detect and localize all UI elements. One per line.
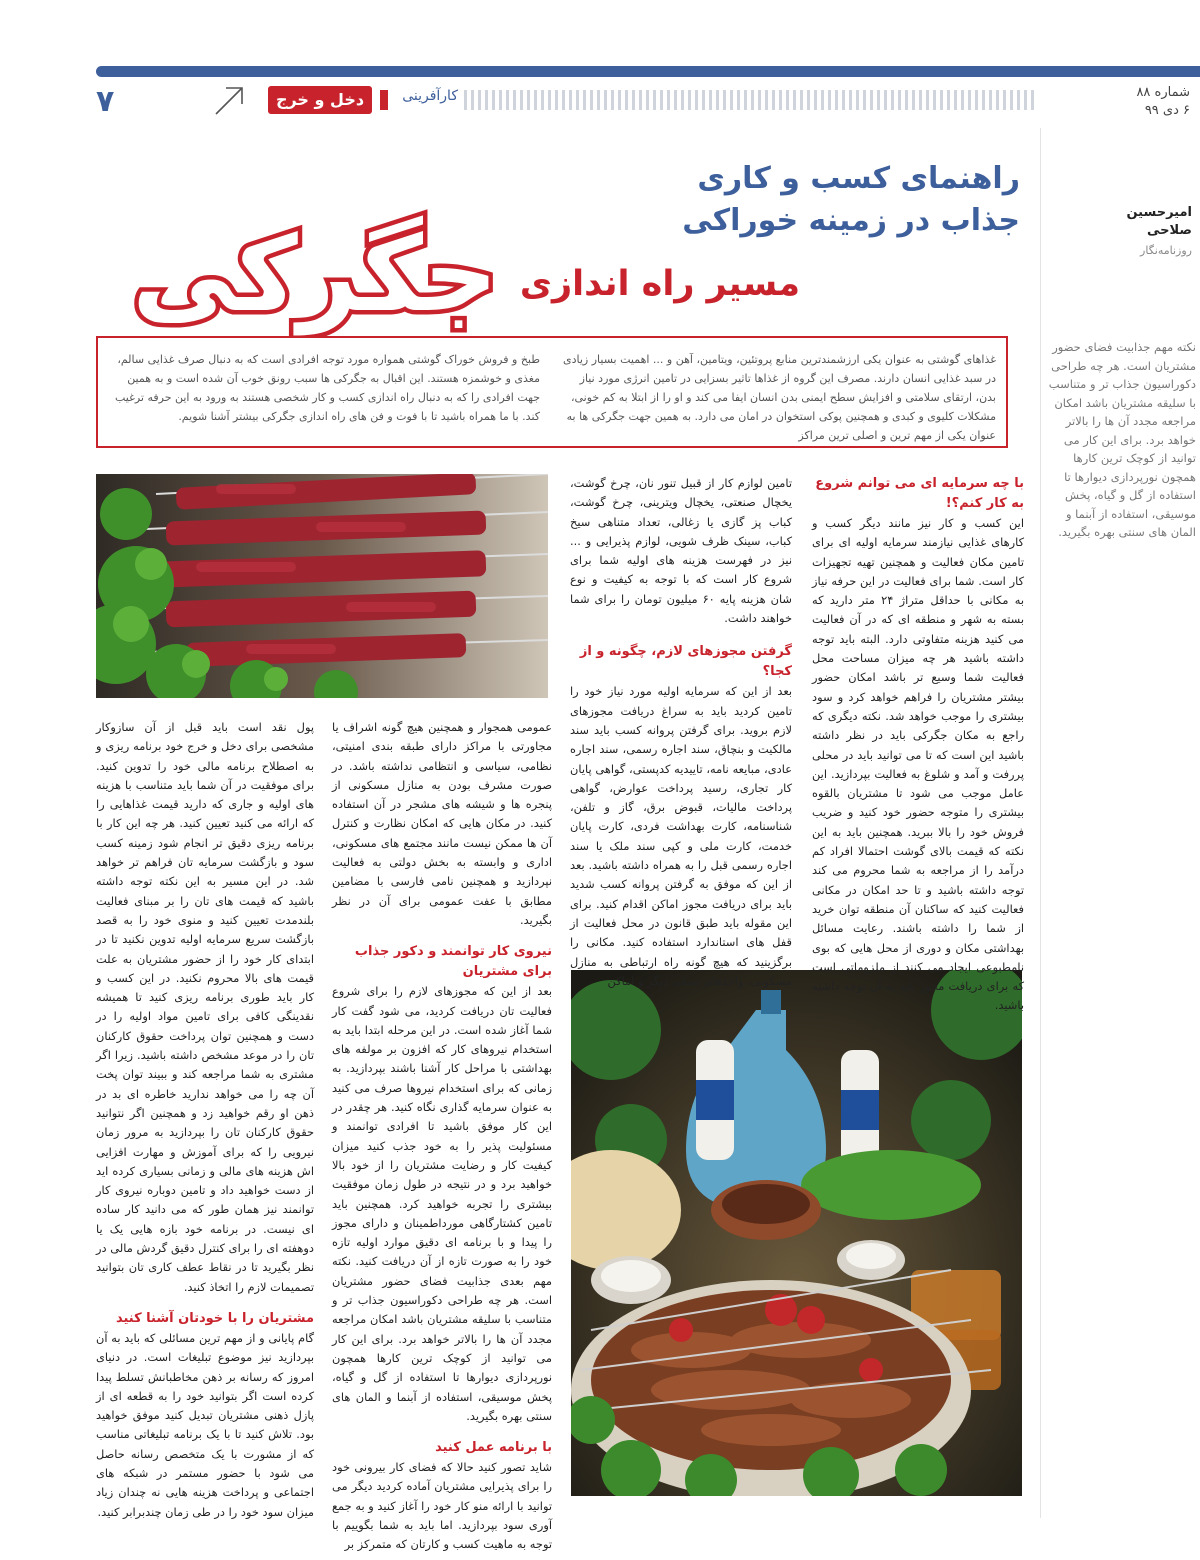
issue-number: شماره ۸۸: [1136, 85, 1190, 100]
photo-raw-skewers: [96, 474, 548, 698]
col3-heading-2: با برنامه عمل کنید: [435, 1440, 552, 1456]
headline-big-title: [110, 198, 520, 338]
column-2: [570, 474, 792, 991]
big-title-text: جگرکی: [132, 213, 498, 335]
column-1: [812, 474, 1024, 1016]
col3-text-1: بعد از این که مجوزهای لازم را برای شروع فعالیت تان دریافت کردید، می شود گفت کار شما آغاز شده است. در این مرحله ابتدا باید به استخدام نیروهای کار که افزون بر مولفه های بهداشتی با مراحل کار آشنا باشند بپردازید. به زمانی که برای استخدام نیروها صرف می کنید به عنوان سرمایه گذاری نگاه کنید. هر چقدر در این کار موفق باشید تا افرادی توانمند و مسئولیت پذیر را به خود جذب کنید میزان کیفیت کار و رضایت مشتریان را از خود بالا خواهید برد و در نتیجه در طول زمان موفقیت بیشتری را تجربه خواهید کرد. همچنین باید تامین کشتارگاهی مورداطمینان و دارای مجوز را پیدا و با برنامه ای دقیق موارد اولیه تازه خود را به صورت تازه از آن دریافت کنید. نکته مهم بعدی جذابیت فضای حضور مشتریان است. هر چه طراحی دکوراسیون جذاب تر و متناسب با سلیقه مشتریان باشد امکان مراجعه مجدد آن ها را بالاتر خواهد برد. برای این کار می توانید از کوچک ترین کارها همچون نورپردازی دیوارها تا استفاده از گل و گیاه، پخش موسیقی، استفاده از آبنما و المان های سنتی بهره بگیرید.: [332, 984, 552, 1423]
photo-table-spread: [571, 970, 1022, 1496]
issue-date: ۶ دی ۹۹: [1144, 103, 1190, 118]
author-first-name: امیرحسین: [1126, 205, 1192, 220]
kicker-line-2: جذاب در زمینه خوراکی: [682, 203, 1020, 238]
section-marker: [380, 90, 388, 110]
col4-heading: مشتریان را با خودتان آشنا کنید: [115, 1310, 314, 1326]
col3-text-2: شاید تصور کنید حالا که فضای کار بیرونی خود را برای پذیرایی مشتریان آماده کردید دیگر می توانید با ارائه منو کار خود را آغاز کنید و به جمع آوری سود بپردازید. اما باید به شما بگوییم با توجه به ماهیت کسب و کارتان که متمرکز بر: [332, 1460, 552, 1552]
kicker-line-1: راهنمای کسب و کاری: [697, 161, 1020, 196]
col4-text-2: گام پایانی و از مهم ترین مسائلی که باید به آن بپردازید نیز موضوع تبلیغات است. در دنیای امروز که رسانه بر ذهن مخاطبانش تسلط پیدا کرده است اگر بتوانید خود را به قطعه ای از پازل ذهنی مشتریان تبدیل کنید موفق خواهید بود. تلاش کنید تا با یک برنامه تبلیغاتی مناسب که از مشورت با یک متخصص رسانه حاصل می شود با حضور مستمر در شبکه های اجتماعی و پرداخت هزینه هایی نه چندان زیاد میزان سود خود را در طی زمان چندبرابر کنید.: [96, 1330, 314, 1519]
issue-info: [1050, 84, 1190, 120]
col2-text-top: تامین لوازم کار از قبیل تنور نان، چرخ گوشت، یخچال صنعتی، یخچال ویترینی، چرخ گوشت، کباب پز گازی یا زغالی، تعداد متناهی سیخ کباب، سینک ظرف شویی، لوازم پذیرایی و ... نیز در فهرست هزینه های اولیه شما برای شروع کار است که با توجه به کیفیت و نوع شان هزینه پایه ۶۰ میلیون تومان را برای شما خواهند داشت.: [570, 476, 792, 626]
col2-heading: گرفتن مجوزهای لازم، چگونه و از کجا؟: [579, 644, 792, 680]
author-last-name: صلاحی: [1147, 223, 1192, 238]
author-name: [1052, 204, 1192, 240]
col1-heading: با چه سرمایه ای می توانم شروع به کار کنم؟!: [815, 476, 1024, 511]
col1-text: این کسب و کار نیز مانند دیگر کسب و کارهای غذایی نیازمند سرمایه اولیه ای برای تامین مکان فعالیت و همچنین تهیه تجهیزات کار است. شما برای فعالیت در این حرفه نیاز به مکانی با حداقل متراژ ۲۴ متر دارید که بسته به شهر و منطقه ای که در آن فعالیت می کنید هزینه متفاوتی دارد. البته باید توجه داشته باشید هر چه میزان مساحت محل فعالیت شما وسیع تر باشد امکان حضور بیشتر مشتریان را فراهم خواهد کرد و سود بیشتری را موجب خواهد شد. نکته دیگری که راجع به مکان جگرکی باید در نظر داشته باشید این است که تا می توانید باید در محلی پررفت و آمد و شلوغ به فعالیت بپردازید. این عامل موجب می شود تا مشتریان بالقوه بیشتری را متوجه حضور خود کنید و ضریب فروش خود را بالا ببرید. همچنین باید به این نکته که قیمت بالای گوشت احتمالا افراد کم درآمد را از مراجعه به شما محروم می کند توجه داشته باشید و تا حد امکان در مکانی فعالیت کنید که ساکنان آن منطقه توان خرید از شما را داشته باشند. رعایت مسائل بهداشتی مکان و دوری از محل هایی که بوی نامطبوعی ایجاد می کنند از ملزوماتی است که برای دریافت مجوز باید به آن توجه داشته باشید.: [812, 516, 1024, 1013]
col4-text: پول نقد است باید قبل از آن سازوکار مشخصی برای دخل و خرج خود برنامه ریزی و به اصطلاح برنامه مالی خود را تدوین کنید. برای موفقیت در آن شما باید متناسب با هزینه های اولیه و جاری که دارید قیمت غذاهایی را که ارائه می کنید تعیین کنید. هر چه این کار با برنامه ریزی دقیق تر انجام شود زمینه کسب سود و بازگشت سرمایه تان فراهم تر خواهد شد. در این مسیر به این نکته توجه داشته باشید که قیمت های تان را بر مبنای فعالیت بلندمدت تعیین کنید و منوی خود را به قصد بازگشت سریع سرمایه اولیه تدوین نکنید تا در ابتدای کار خود را از حضور مشتریان به علت قیمت های بالا محروم نکنید. در این کسب و کار باید طوری برنامه ریزی کنید تا همیشه نقدینگی کافی برای تامین مواد اولیه را در دست و همچنین توان پرداخت حقوق کارکنان تان را در موعد مشخص داشته باشید. زیرا اگر مشتری به شما مراجعه کند و ببیند توان پخت آن چه را می خواهد ندارید خاطره ای بد در ذهن او رقم خواهید زد و همچنین اگر نتوانید حقوق کارکنان تان را بپردازید به مرور زمان نیرویی را که برای آموزش و مهارت افزایی اش هزینه های مالی و زمانی بسیاری کرده اید از دست خواهید داد و تامین دوباره نیروی کار توانمند نیز همان طور که می دانید کار ساده ای نیست. در برنامه خود بازه هایی یک یا دوهفته ای را برای کنترل دقیق گردش مالی در نظر بگیرید تا در نقاط عطف کاری تان بتوانید تصمیمات لازم را اتخاذ کنید.: [96, 720, 314, 1294]
column-3: [332, 718, 552, 1555]
section-label: کارآفرینی: [402, 88, 458, 104]
intro-right: غذاهای گوشتی به عنوان یکی ارزشمندترین منابع پروتئین، ویتامین، آهن و ... اهمیت بسیار زیادی در سبد غذایی انسان دارند. مصرف این گروه از غذاها تاثیر بسزایی در تامین انرژی مورد نیاز بدن، ارتقای سلامتی و افزایش سطح ایمنی بدن انسان ایفا می کند و او را از ابتلا به کم خونی، مشکلات کلیوی و کبدی و همچنین پوکی استخوان در امان می دارد. به همین جهت جگرکی ها به عنوان یکی از مهم ترین و اصلی ترین مراکز: [563, 353, 996, 442]
headline-kicker: [600, 158, 1020, 242]
sidebar-divider: [1040, 128, 1041, 1518]
header-dash-pattern: [464, 90, 1034, 110]
author-role: روزنامه‌نگار: [1140, 244, 1192, 257]
brand-logo: دخل و خرج: [268, 86, 372, 114]
headline-title: مسیر راه اندازی: [519, 264, 800, 304]
arrow-icon: [214, 86, 244, 116]
intro-left: طبخ و فروش خوراک گوشتی همواره مورد توجه افرادی است که به دنبال صرف غذایی سالم، مغذی و خوشمزه هستند. این اقبال به جگرکی ها سبب رونق خوب آن شده است و به همین جهت افرادی را که به دنبال راه اندازی کسب و کار شخصی هستند به ورود به این حرفه ترغیب کند. با ما همراه باشید تا با فوت و فن های راه اندازی جگرکی بیشتر آشنا شویم.: [114, 353, 540, 423]
col3-text-top: عمومی همجوار و همچنین هیچ گونه اشراف یا مجاورتی با مراکز دارای طبقه بندی امنیتی، نظامی، سیاسی و انتظامی نداشته باشد. در صورت مشرف بودن به منازل مسکونی از پنجره ها و شیشه های مشجر در آن استفاده کنید. در مکان هایی که امکان نظارت و کنترل آن ها ممکن نیست مانند مجتمع های مسکونی، اداری و وابسته به بخش دولتی به فعالیت نپردازید و همچنین نامی فارسی با مضامین مطابق با عفت عمومی برای آن در نظر بگیرید.: [332, 720, 552, 927]
page-number: ۷: [96, 84, 115, 119]
col3-heading-1: نیروی کار توانمند و دکور جذاب برای مشتریان: [354, 944, 552, 980]
column-4: [96, 718, 314, 1522]
col2-text: بعد از این که سرمایه اولیه مورد نیاز خود را تامین کردید باید به سراغ دریافت مجوزهای لازم بروید. برای گرفتن پروانه کسب باید سند مالکیت و بنچاق، سند اجاره رسمی، سند اجاره عادی، مبایعه نامه، تاییدیه کدپستی، گواهی پایان کار تجاری، رسید پرداخت عوارض، گواهی پرداخت مالیات، قبوض برق، گاز و تلفن، شناسنامه، کارت بهداشت فردی، کارت پایان خدمت، کارت ملی و کپی سند ملک یا سند اجاره رسمی قبل را به همراه داشته باشید. بعد از این که موفق به گرفتن پروانه کسب شدید باید برای دریافت مجوز اماکن اقدام کنید. برای این مقوله باید طبق قانون در محل فعالیت از قفل های استاندارد استفاده کنید. مکانی را برگزینید که هیچ گونه راه ارتباطی به منازل مسکونی، واحدهای صنفی دیگر و اماکن: [570, 684, 792, 988]
header-rule: [96, 66, 1200, 77]
pull-quote: نکته مهم جذابیت فضای حضور مشتریان است. هر چه طراحی دکوراسیون جذاب تر و متناسب با سلیقه مشتریان باشد امکان مراجعه مجدد آن ها را بالاتر خواهد برد. برای این کار می توانید از کوچک ترین کارها همچون نورپردازی دیوارها تا استفاده از گل و گیاه، پخش موسیقی، استفاده از آبنما و المان های سنتی بهره بگیرید.: [1048, 340, 1196, 539]
